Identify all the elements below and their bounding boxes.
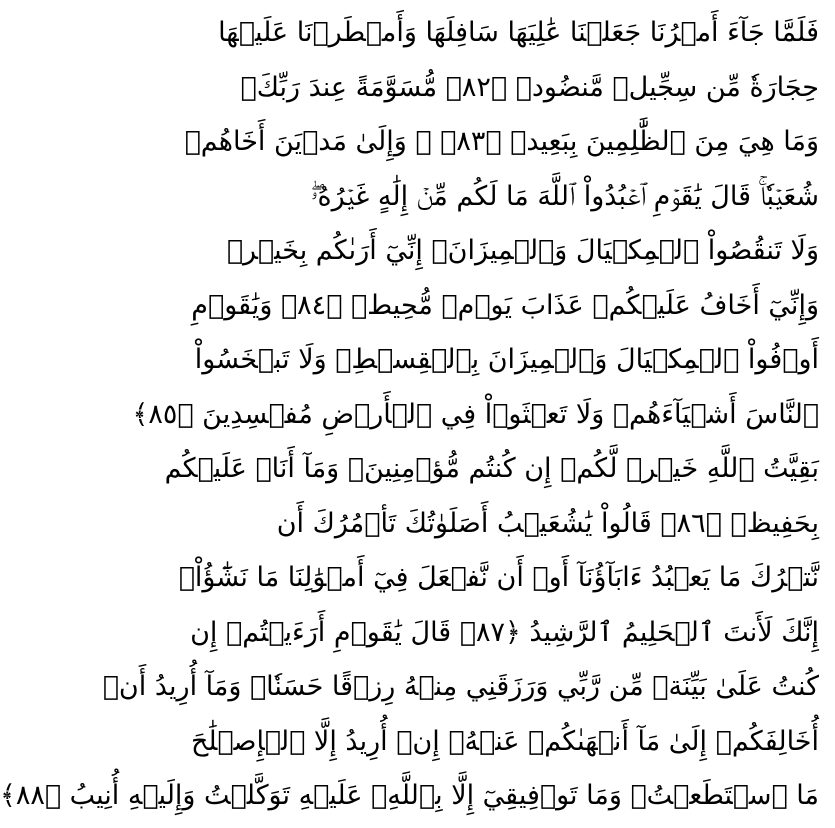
line-text: أَوۡفُواْ ٱلۡمِكۡيَالَ وَٱلۡمِيزَانَ بِٱلۡقِسۡطِۖ وَلَا تَبۡخَسُواْ	[194, 344, 819, 375]
line-text: كُنتُ عَلَىٰ بَيِّنَةٖ مِّن رَّبِّي وَرَزَقَنِي مِنۡهُ رِزۡقًا حَسَنٗاۚ وَمَآ أُرِيدُ أَنۡ	[102, 671, 819, 702]
text-line-9	[164, 442, 819, 497]
line-text: ٱلنَّاسَ أَشۡيَآءَهُمۡ وَلَا تَعۡثَوۡاْ فِي ٱلۡأَرۡضِ مُفۡسِدِينَ ﴿٨٥﴾	[132, 398, 819, 430]
line-text: مَا ٱسۡتَطَعۡتُۚ وَمَا تَوۡفِيقِيٓ إِلَّا بِٱللَّهِۚ عَلَيۡهِ تَوَكَّلۡتُ وَإِلَيۡهِ أُنِيبُ ﴿٨٨﴾	[0, 780, 819, 811]
line-text: فَلَمَّا جَآءَ أَمۡرُنَا جَعَلۡنَا عَٰلِيَهَا سَافِلَهَا وَأَمۡطَرۡنَا عَلَيۡهَا	[218, 17, 819, 48]
text-line-6	[191, 279, 819, 334]
text-line-8	[132, 388, 819, 443]
text-line-10	[276, 497, 819, 552]
line-text: شُعَيۡبٗاۚ قَالَ يَٰقَوۡمِ ٱعۡبُدُواْ ٱللَّهَ مَا لَكُم مِّنۡ إِلَٰهٍ غَيۡرُهُۥۖ	[310, 180, 819, 212]
line-text: وَإِنِّيٓ أَخَافُ عَلَيۡكُمۡ عَذَابَ يَوۡمٖ مُّحِيطٖ ﴿٨٤﴾ وَيَٰقَوۡمِ	[191, 289, 819, 321]
line-text: حِجَارَةٗ مِّن سِجِّيلٖ مَّنضُودٖ ﴿٨٢﴾ مُّسَوَّمَةً عِندَ رَبِّكَۖ	[240, 71, 819, 103]
text-line-13	[102, 660, 819, 715]
text-line-14	[190, 715, 819, 770]
text-line-7	[194, 333, 819, 388]
line-text: أُخَالِفَكُمۡ إِلَىٰ مَآ أَنۡهَىٰكُمۡ عَنۡهُۚ إِنۡ أُرِيدُ إِلَّا ٱلۡإِصۡلَٰحَ	[190, 725, 819, 757]
line-text: نَّتۡرُكَ مَا يَعۡبُدُ ءَابَآؤُنَآ أَوۡ أَن نَّفۡعَلَ فِيٓ أَمۡوَٰلِنَا مَا نَشَٰٓؤُاْۖ	[178, 562, 819, 593]
text-line-12	[190, 606, 819, 661]
text-line-2	[240, 61, 819, 116]
text-line-11	[178, 551, 819, 606]
text-line-5	[226, 224, 819, 279]
line-text: بِحَفِيظٖ ﴿٨٦﴾ قَالُواْ يَٰشُعَيۡبُ أَصَلَوٰتُكَ تَأۡمُرُكَ أَن	[276, 507, 819, 539]
line-text: إِنَّكَ لَأَنتَ ٱلۡحَلِيمُ ٱلرَّشِيدُ ﴿٨٧﴾ قَالَ يَٰقَوۡمِ أَرَءَيۡتُمۡ إِن	[190, 616, 819, 648]
line-text: وَمَا هِيَ مِنَ ٱلظَّٰلِمِينَ بِبَعِيدٖ ﴿٨٣﴾ ۞ وَإِلَىٰ مَدۡيَنَ أَخَاهُمۡ	[184, 126, 819, 157]
text-line-1	[218, 6, 819, 61]
line-text: وَلَا تَنقُصُواْ ٱلۡمِكۡيَالَ وَٱلۡمِيزَانَۖ إِنِّيٓ أَرَىٰكُم بِخَيۡرٖ	[226, 235, 819, 266]
text-line-15	[0, 769, 819, 824]
text-line-4	[310, 170, 819, 225]
line-text: بَقِيَّتُ ٱللَّهِ خَيۡرٞ لَّكُمۡ إِن كُنتُم مُّؤۡمِنِينَۚ وَمَآ أَنَا۠ عَلَيۡكُم	[164, 453, 819, 484]
text-line-3	[184, 115, 819, 170]
